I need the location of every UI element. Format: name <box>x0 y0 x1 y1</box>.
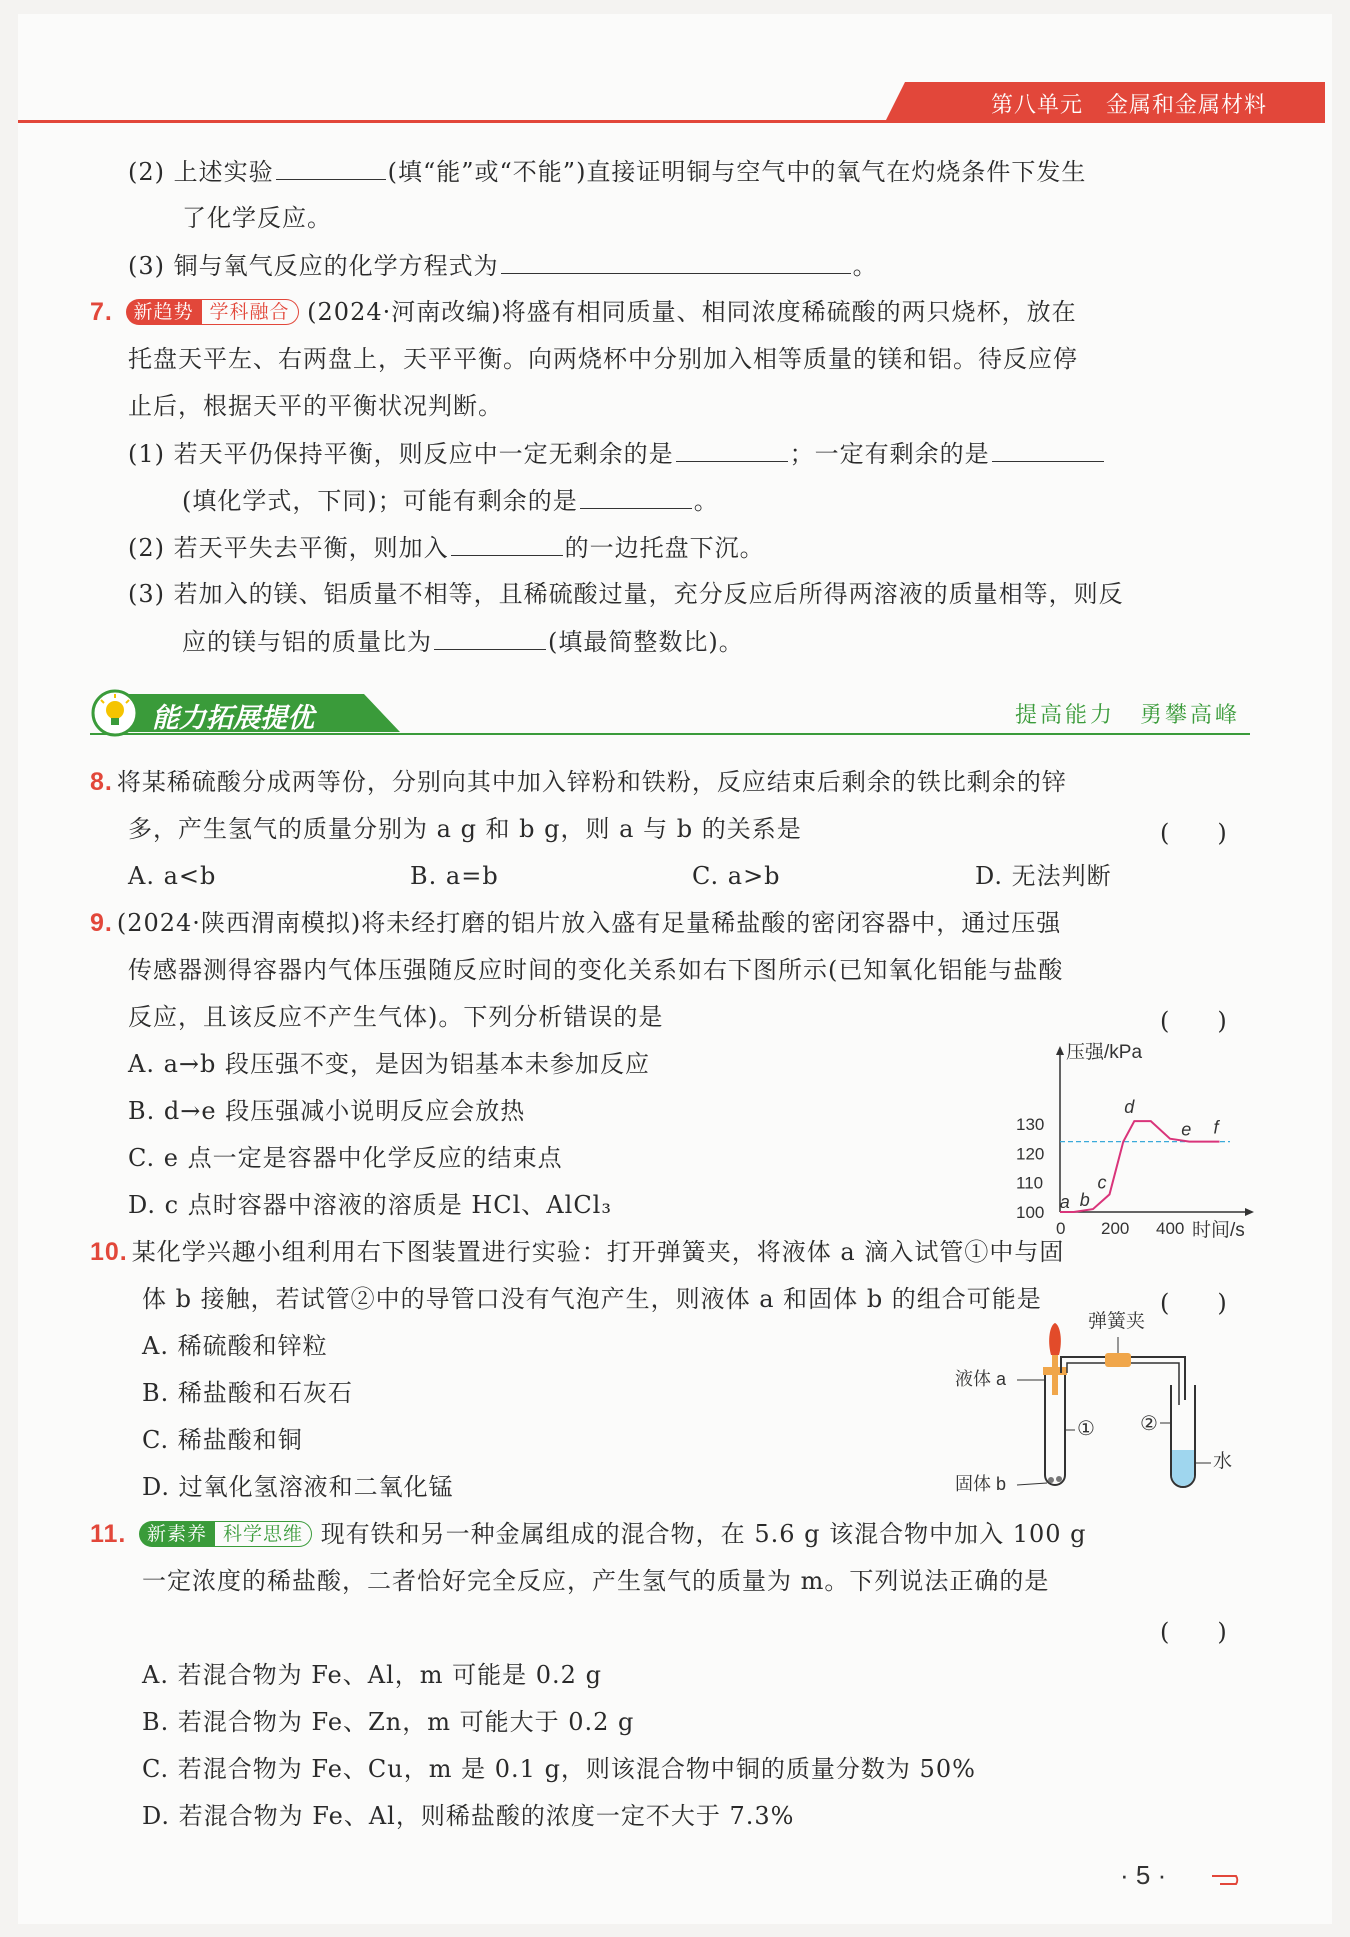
tube1-label: ① <box>1077 1418 1095 1440</box>
q6-part2-line2: 了化学反应。 <box>182 204 332 232</box>
question-number: 10. <box>90 1238 128 1266</box>
option-a[interactable]: A. 稀硫酸和锌粒 <box>142 1332 328 1360</box>
option-d[interactable]: D. 无法判断 <box>975 862 1112 890</box>
q10-line2: 体 b 接触，若试管②中的导管口没有气泡产生，则液体 a 和固体 b 的组合可能是 <box>142 1285 1042 1313</box>
stopper <box>1043 1367 1067 1375</box>
dropper-bulb <box>1049 1323 1061 1355</box>
lightbulb-icon <box>90 688 140 738</box>
option-b[interactable]: B. d→e 段压强减小说明反应会放热 <box>128 1097 526 1125</box>
y-tick-labels <box>1016 1115 1044 1222</box>
q7-part2: (2) 若天平失去平衡，则加入 的一边托盘下沉。 <box>128 531 765 564</box>
answer-blank[interactable] <box>451 531 563 556</box>
answer-parentheses[interactable]: ( ) <box>1160 1618 1227 1646</box>
q8-line1: 8. 将某稀硫酸分成两等份，分别向其中加入锌粉和铁粉，反应结束后剩余的铁比剩余的锌 <box>90 768 1067 796</box>
unit-header <box>18 82 1325 124</box>
section-title: 能力拓展提优 <box>152 703 314 734</box>
option-d[interactable]: D. 若混合物为 Fe、Al，则稀盐酸的浓度一定不大于 7.3% <box>142 1802 795 1830</box>
point-label-a: a <box>1059 1192 1070 1212</box>
q8-line2: 多，产生氢气的质量分别为 a g 和 b g，则 a 与 b 的关系是 <box>128 815 802 843</box>
literacy-badge: 新素养 <box>139 1521 215 1547</box>
option-c[interactable]: C. a>b <box>692 862 781 890</box>
section-header <box>90 690 1250 738</box>
answer-blank[interactable] <box>434 625 546 650</box>
spring-clip <box>1105 1353 1131 1367</box>
y-axis-arrow <box>1056 1046 1064 1055</box>
question-number: 9. <box>90 909 113 937</box>
question-number: 11. <box>90 1520 127 1548</box>
q7-part3-line2: 应的镁与铝的质量比为 (填最简整数比)。 <box>182 625 744 658</box>
x-tick-label: 400 <box>1156 1219 1185 1238</box>
x-tick-label: 0 <box>1056 1219 1066 1238</box>
answer-blank[interactable] <box>676 437 788 462</box>
solid-granule <box>1056 1476 1062 1482</box>
answer-parentheses[interactable]: ( ) <box>1160 1289 1227 1317</box>
q9-line1: 9. (2024·陕西渭南模拟)将未经打磨的铝片放入盛有足量稀盐酸的密闭容器中，通过压强 <box>90 909 1062 937</box>
answer-parentheses[interactable]: ( ) <box>1160 819 1227 847</box>
y-tick-label: 120 <box>1016 1144 1045 1164</box>
point-label-f: f <box>1213 1117 1219 1138</box>
option-d[interactable]: D. c 点时容器中溶液的溶质是 HCl、AlCl₃ <box>128 1191 612 1219</box>
solid-granule <box>1048 1477 1054 1483</box>
point-label-d: d <box>1124 1097 1135 1118</box>
q9-line2: 传感器测得容器内气体压强随反应时间的变化关系如右下图所示(已知氧化铝能与盐酸 <box>128 956 1064 984</box>
question-number: 8. <box>90 768 113 796</box>
tube2-label: ② <box>1140 1413 1158 1435</box>
page-number: · 5 · <box>1120 1860 1167 1890</box>
trend-badge: 新趋势 <box>126 299 202 325</box>
water <box>1172 1450 1194 1486</box>
q11-line2: 一定浓度的稀盐酸，二者恰好完全反应，产生氢气的质量为 m。下列说法正确的是 <box>142 1567 1050 1595</box>
option-a[interactable]: A. a<b <box>128 862 217 890</box>
y-axis-label: 压强/kPa <box>1066 1042 1143 1063</box>
question-number: 7. <box>90 298 113 326</box>
answer-parentheses[interactable]: ( ) <box>1160 1007 1227 1035</box>
q7-part3-line1: (3) 若加入的镁、铝质量不相等，且稀硫酸过量，充分反应后所得两溶液的质量相等，则反 <box>128 580 1124 608</box>
water-label: 水 <box>1213 1451 1233 1472</box>
answer-blank[interactable] <box>501 249 851 274</box>
liquid-label: 液体 a <box>955 1369 1007 1389</box>
page-corner-icon <box>1210 1866 1246 1886</box>
answer-blank[interactable] <box>580 484 692 509</box>
option-a[interactable]: A. a→b 段压强不变，是因为铝基本未参加反应 <box>128 1050 650 1078</box>
option-b[interactable]: B. 稀盐酸和石灰石 <box>142 1379 353 1407</box>
point-label-b: b <box>1079 1190 1090 1210</box>
y-tick-label: 100 <box>1016 1203 1045 1222</box>
solid-pointer <box>1017 1483 1047 1485</box>
q11-line1: 11. 新素养 科学思维 现有铁和另一种金属组成的混合物，在 5.6 g 该混合物中加入 100 g <box>90 1520 1087 1548</box>
point-label-e: e <box>1181 1119 1192 1140</box>
unit-title: 第八单元 金属和金属材料 <box>990 93 1267 118</box>
x-axis-label: 时间/s <box>1192 1220 1245 1241</box>
pressure-time-chart <box>1010 1040 1255 1241</box>
q7-line3: 止后，根据天平的平衡状况判断。 <box>128 392 503 420</box>
clip-label: 弹簧夹 <box>1088 1311 1146 1332</box>
delivery-tube-inner <box>1067 1363 1179 1405</box>
q7-part1-line1: (1) 若天平仍保持平衡，则反应中一定无剩余的是 ；一定有剩余的是 <box>128 437 1106 470</box>
solid-label: 固体 b <box>955 1474 1007 1494</box>
answer-blank[interactable] <box>276 155 386 180</box>
option-c[interactable]: C. 稀盐酸和铜 <box>142 1426 303 1454</box>
option-c[interactable]: C. e 点一定是容器中化学反应的结束点 <box>128 1144 563 1172</box>
y-tick-label: 110 <box>1016 1173 1044 1193</box>
q7-line1: 7. 新趋势 学科融合 (2024·河南改编)将盛有相同质量、相同浓度稀硫酸的两只烧杯，放在 <box>90 298 1077 326</box>
option-c[interactable]: C. 若混合物为 Fe、Cu，m 是 0.1 g，则该混合物中铜的质量分数为 50% <box>142 1755 976 1783</box>
option-d[interactable]: D. 过氧化氢溶液和二氧化锰 <box>142 1473 454 1501</box>
answer-blank[interactable] <box>992 437 1104 462</box>
point-label-c: c <box>1097 1172 1107 1193</box>
q9-line3: 反应，且该反应不产生气体)。下列分析错误的是 <box>128 1003 664 1031</box>
x-axis-arrow <box>1245 1208 1254 1216</box>
q6-part3: (3) 铜与氧气反应的化学方程式为 。 <box>128 249 878 282</box>
option-b[interactable]: B. a=b <box>410 862 499 890</box>
point-labels <box>1060 1097 1221 1212</box>
q7-line2: 托盘天平左、右两盘上，天平平衡。向两烧杯中分别加入相等质量的镁和铝。待反应停 <box>128 345 1078 373</box>
section-slogan: 提高能力 勇攀高峰 <box>1014 703 1240 728</box>
q10-line1: 10. 某化学兴趣小组利用右下图装置进行实验：打开弹簧夹，将液体 a 滴入试管①中与固 <box>90 1238 1065 1266</box>
x-tick-label: 200 <box>1101 1219 1130 1238</box>
q7-part1-line2: (填化学式，下同)；可能有剩余的是 。 <box>182 484 719 517</box>
q6-part2-line1: (2) 上述实验 (填“能”或“不能”)直接证明铜与空气中的氧气在灼烧条件下发生 <box>128 155 1086 188</box>
thinking-badge: 科学思维 <box>215 1521 312 1547</box>
apparatus-diagram <box>955 1305 1255 1495</box>
subject-badge: 学科融合 <box>202 299 299 325</box>
option-b[interactable]: B. 若混合物为 Fe、Zn，m 可能大于 0.2 g <box>142 1708 635 1736</box>
y-tick-label: 130 <box>1016 1115 1045 1134</box>
option-a[interactable]: A. 若混合物为 Fe、Al，m 可能是 0.2 g <box>142 1661 602 1689</box>
